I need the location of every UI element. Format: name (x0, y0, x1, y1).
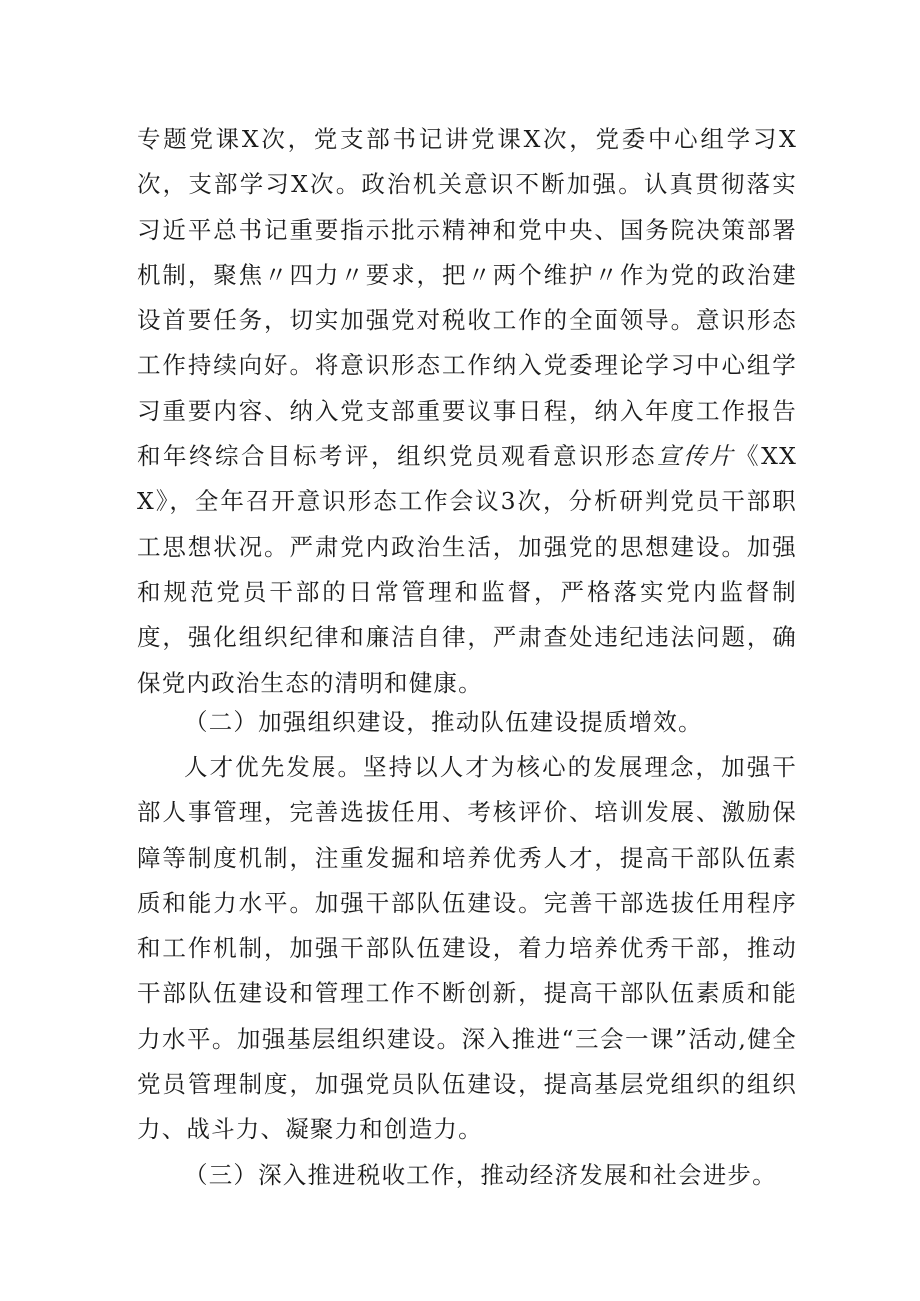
paragraph-2-text: 人才优先发展。坚持以人才为核心的发展理念，加强干部人事管理，完善选拔任用、考核评价、培训发展、激励保障等制度机制，注重发掘和培养优秀人才，提高干部队伍素质和能力水平。加强干部队伍建设。完善干部选拔任用程序和工作机制，加强干部队伍建设，着力培养优秀干部，推动干部队伍建设和管理工作不断创新，提高干部队伍素质和能力水平。加强基层组织建设。深入推进“三会一课”活动,健全党员管理制度，加强党员队伍建设，提高基层党组织的组织力、战斗力、凝聚力和创造力。 (137, 753, 797, 1144)
body-paragraph-1 (137, 117, 797, 706)
body-paragraph-2 (137, 745, 797, 1153)
section-heading-3 (137, 1153, 797, 1198)
paragraph-1-text-b: 《XXX》，全年召开意识形态工作会议3次，分析研判党员干部职工思想状况。严肃党内政治生活，加强党的思想建设。加强和规范党员干部的日常管理和监督，严格落实党内监督制度，强化组织纪律和廉洁自律，严肃查处违纪违法问题，确保党内政治生态的清明和健康。 (137, 442, 798, 697)
paragraph-1-text-a: 专题党课X次，党支部书记讲党课X次，党委中心组学习X次，支部学习X次。政治机关意识不断加强。认真贯彻落实习近平总书记重要指示批示精神和党中央、国务院决策部署机制，聚焦〃四力〃要求，把〃两个维护〃作为党的政治建设首要任务，切实加强党对税收工作的全面领导。意识形态工作持续向好。将意识形态工作纳入党委理论学习中心组学习重要内容、纳入党支部重要议事日程，纳入年度工作报告和年终综合目标考评，组织党员观看意识形态 (137, 125, 797, 471)
section-heading-3-text: （三）深入推进税收工作，推动经济发展和社会进步。 (184, 1161, 777, 1189)
section-heading-2-text: （二）加强组织建设，推动队伍建设提质增效。 (184, 708, 703, 736)
section-heading-2 (137, 700, 797, 745)
paragraph-1-italic-text: 宣传片 (657, 442, 736, 471)
